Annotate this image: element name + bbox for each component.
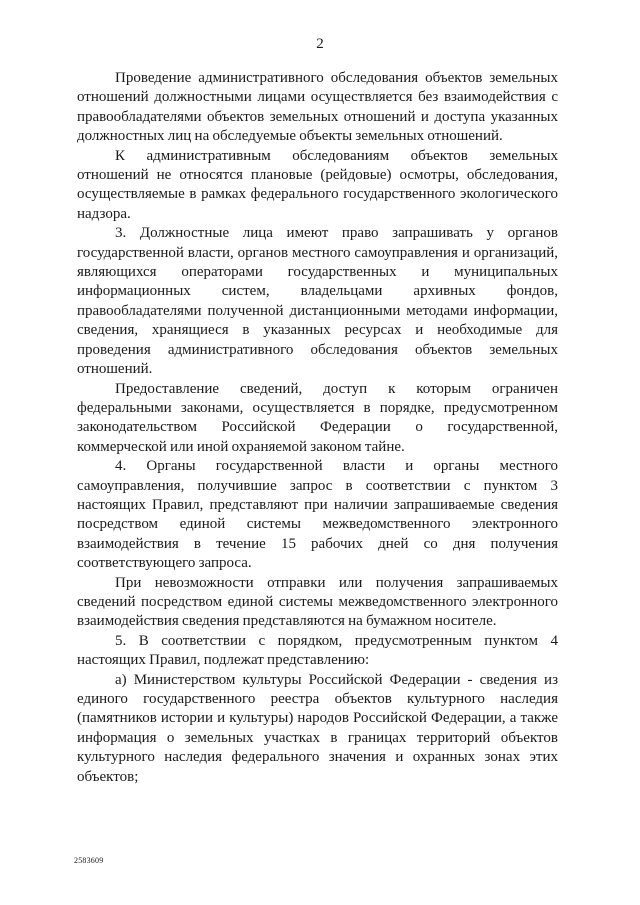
paragraph-clause-5: 5. В соответствии с порядком, предусмотренным пунктом 4 настоящих Правил, подлежат представлению: — [77, 632, 558, 669]
paragraph-exclusions: К административным обследованиям объектов земельных отношений не относятся плановые (рейдовые) осмотры, обследования, осуществляемые в рамках федерального государственного экологического надзора. — [77, 147, 558, 222]
paragraph-clause-3: 3. Должностные лица имеют право запрашивать у органов государственной власти, органов местного самоуправления и организаций, являющихся операторами государственных и муниципальных информационных систем, владельцами архивных фондов, правообладателями полученной дистанционными методами информации, сведения, хранящиеся в указанных ресурсах и необходимые для проведения административного обследования объектов земельных отношений. — [77, 225, 558, 378]
document-code: 2583609 — [74, 856, 104, 865]
paragraph-paper-fallback: При невозможности отправки или получения запрашиваемых сведений посредством единой системы межведомственного электронного взаимодействия сведения представляются на бумажном носителе. — [77, 574, 558, 630]
page-number: 2 — [316, 36, 324, 52]
paragraph-clause-4: 4. Органы государственной власти и органы местного самоуправления, получившие запрос в соответствии с пунктом 3 настоящих Правил, представляют при наличии запрашиваемые сведения посредством единой системы межведомственного электронного взаимодействия в течение 15 рабочих дней со дня получения соответствующего запроса. — [77, 458, 558, 572]
document-body — [77, 69, 558, 787]
paragraph-admin-survey: Проведение административного обследования объектов земельных отношений должностными лицами осуществляется без взаимодействия с правообладателями объектов земельных отношений и доступа указанных должностных лиц на обследуемые объекты земельных отношений. — [77, 70, 558, 145]
paragraph-clause-5a: а) Министерством культуры Российской Федерации - сведения из единого государственного реестра объектов культурного наследия (памятников истории и культуры) народов Российской Федерации, а также информация о земельных участках в границах территорий объектов культурного наследия федерального значения и охранных зонах этих объектов; — [77, 671, 558, 785]
paragraph-restricted-info: Предоставление сведений, доступ к которым ограничен федеральными законами, осуществляется в порядке, предусмотренном законодательством Российской Федерации о государственной, коммерческой или иной охраняемой законом тайне. — [77, 380, 558, 455]
